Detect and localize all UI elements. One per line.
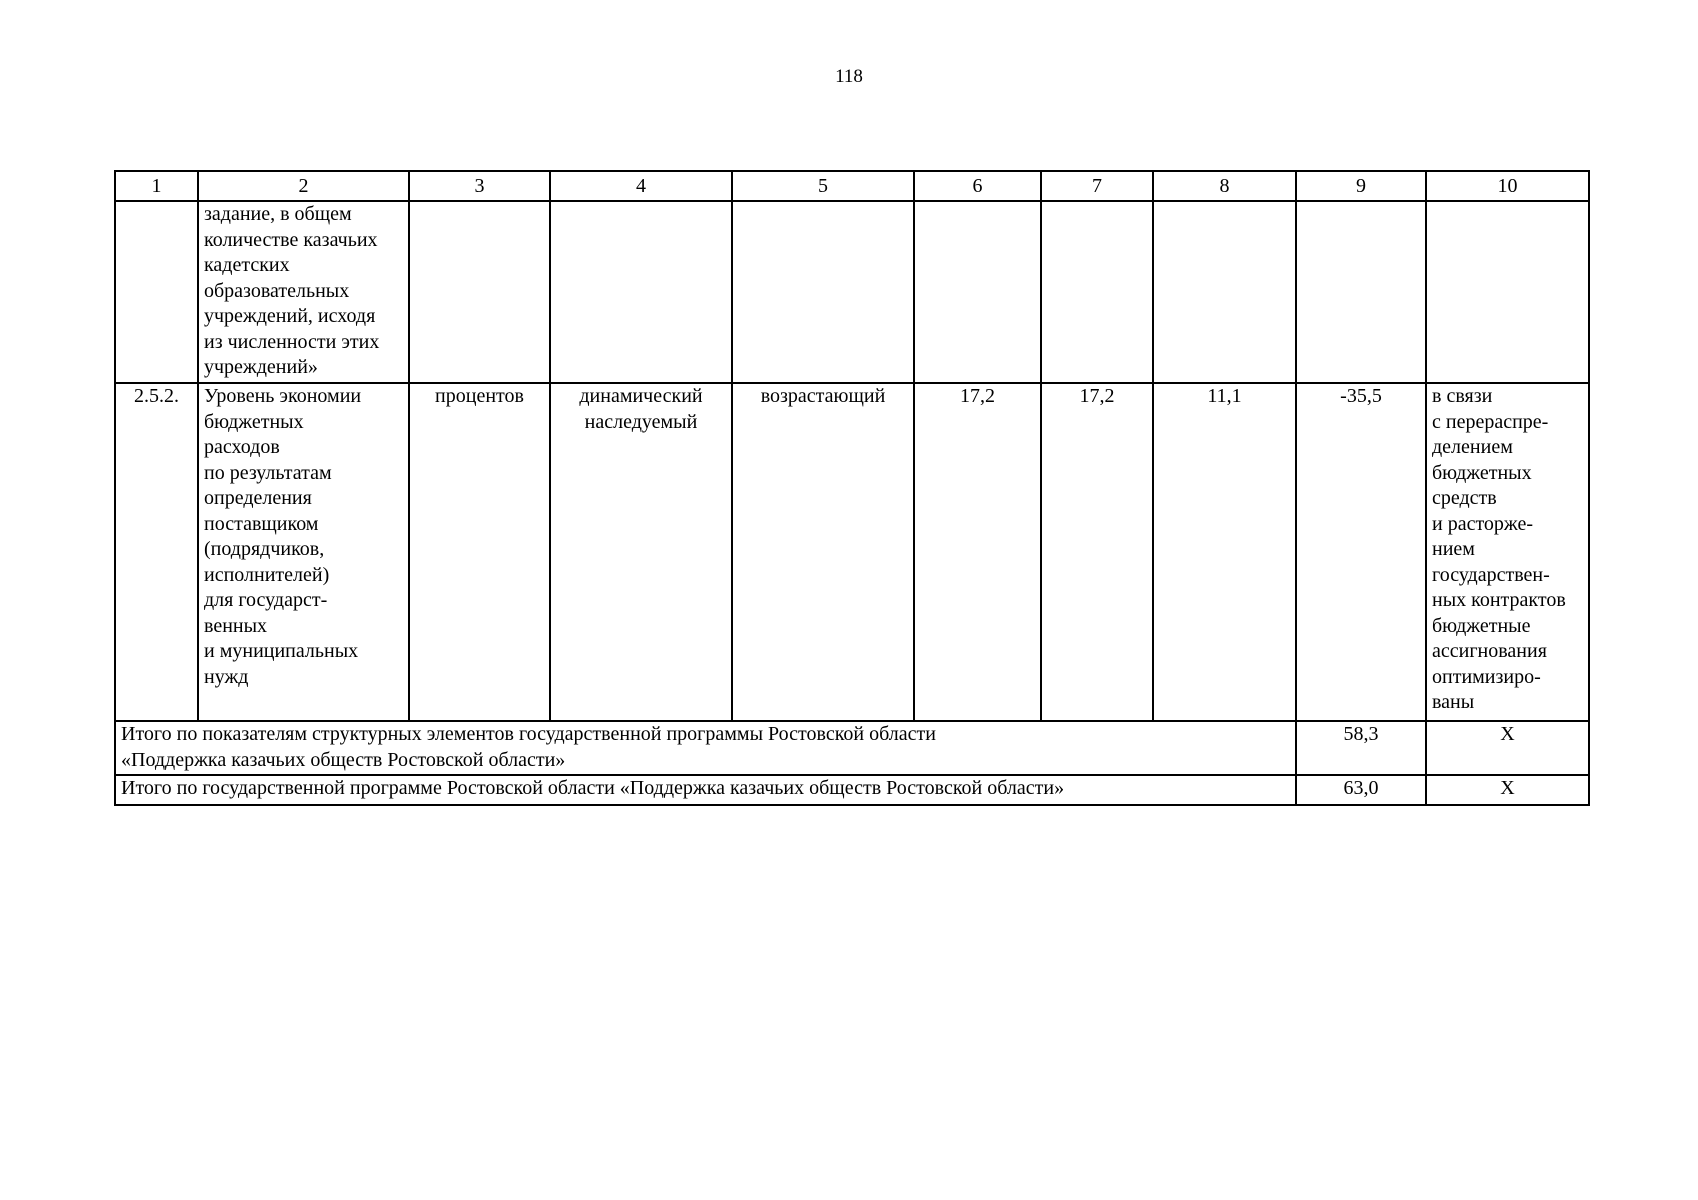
- total-structural-mark: X: [1426, 721, 1589, 775]
- table-cell: [115, 201, 198, 383]
- indicator-type: динамический наследуемый: [550, 383, 732, 721]
- indicator-name-continuation: задание, в общем количестве казачьих кадетских образовательных учреждений, исходя из численности этих учреждений»: [198, 201, 409, 383]
- table-cell: [409, 201, 550, 383]
- table-cell: [1296, 201, 1426, 383]
- value-col8: 11,1: [1153, 383, 1296, 721]
- table-row: [115, 201, 1589, 383]
- table-row: [115, 383, 1589, 721]
- table-header-row: [115, 171, 1589, 201]
- column-header: 4: [550, 171, 732, 201]
- column-header: 5: [732, 171, 914, 201]
- indicator-comment: в связи с перераспре- делением бюджетных средств и расторже- нием государствен- ных контрактов бюджетные ассигнования оптимизиро- ваны: [1426, 383, 1589, 721]
- total-structural-label: Итого по показателям структурных элементов государственной программы Ростовской области «Поддержка казачьих обществ Ростовской области»: [115, 721, 1296, 775]
- column-header: 1: [115, 171, 198, 201]
- total-structural-value: 58,3: [1296, 721, 1426, 775]
- value-col9: -35,5: [1296, 383, 1426, 721]
- value-col6: 17,2: [914, 383, 1041, 721]
- total-program-mark: X: [1426, 775, 1589, 805]
- indicator-number: 2.5.2.: [115, 383, 198, 721]
- column-header: 7: [1041, 171, 1153, 201]
- indicators-table: [114, 170, 1590, 806]
- table-cell: [914, 201, 1041, 383]
- page-number: 118: [835, 66, 863, 87]
- column-header: 6: [914, 171, 1041, 201]
- column-header: 9: [1296, 171, 1426, 201]
- indicator-direction: возрастающий: [732, 383, 914, 721]
- value-col7: 17,2: [1041, 383, 1153, 721]
- total-program-value: 63,0: [1296, 775, 1426, 805]
- table-cell: [550, 201, 732, 383]
- total-row-structural: [115, 721, 1589, 775]
- column-header: 8: [1153, 171, 1296, 201]
- column-header: 10: [1426, 171, 1589, 201]
- indicator-unit: процентов: [409, 383, 550, 721]
- column-header: 3: [409, 171, 550, 201]
- column-header: 2: [198, 171, 409, 201]
- table-cell: [732, 201, 914, 383]
- total-row-program: [115, 775, 1589, 805]
- total-program-label: Итого по государственной программе Ростовской области «Поддержка казачьих обществ Ростовской области»: [115, 775, 1296, 805]
- table-cell: [1041, 201, 1153, 383]
- table-cell: [1426, 201, 1589, 383]
- indicator-name: Уровень экономии бюджетных расходов по результатам определения поставщиком (подрядчиков, исполнителей) для государст- венных и муниципальных нужд: [198, 383, 409, 721]
- table-cell: [1153, 201, 1296, 383]
